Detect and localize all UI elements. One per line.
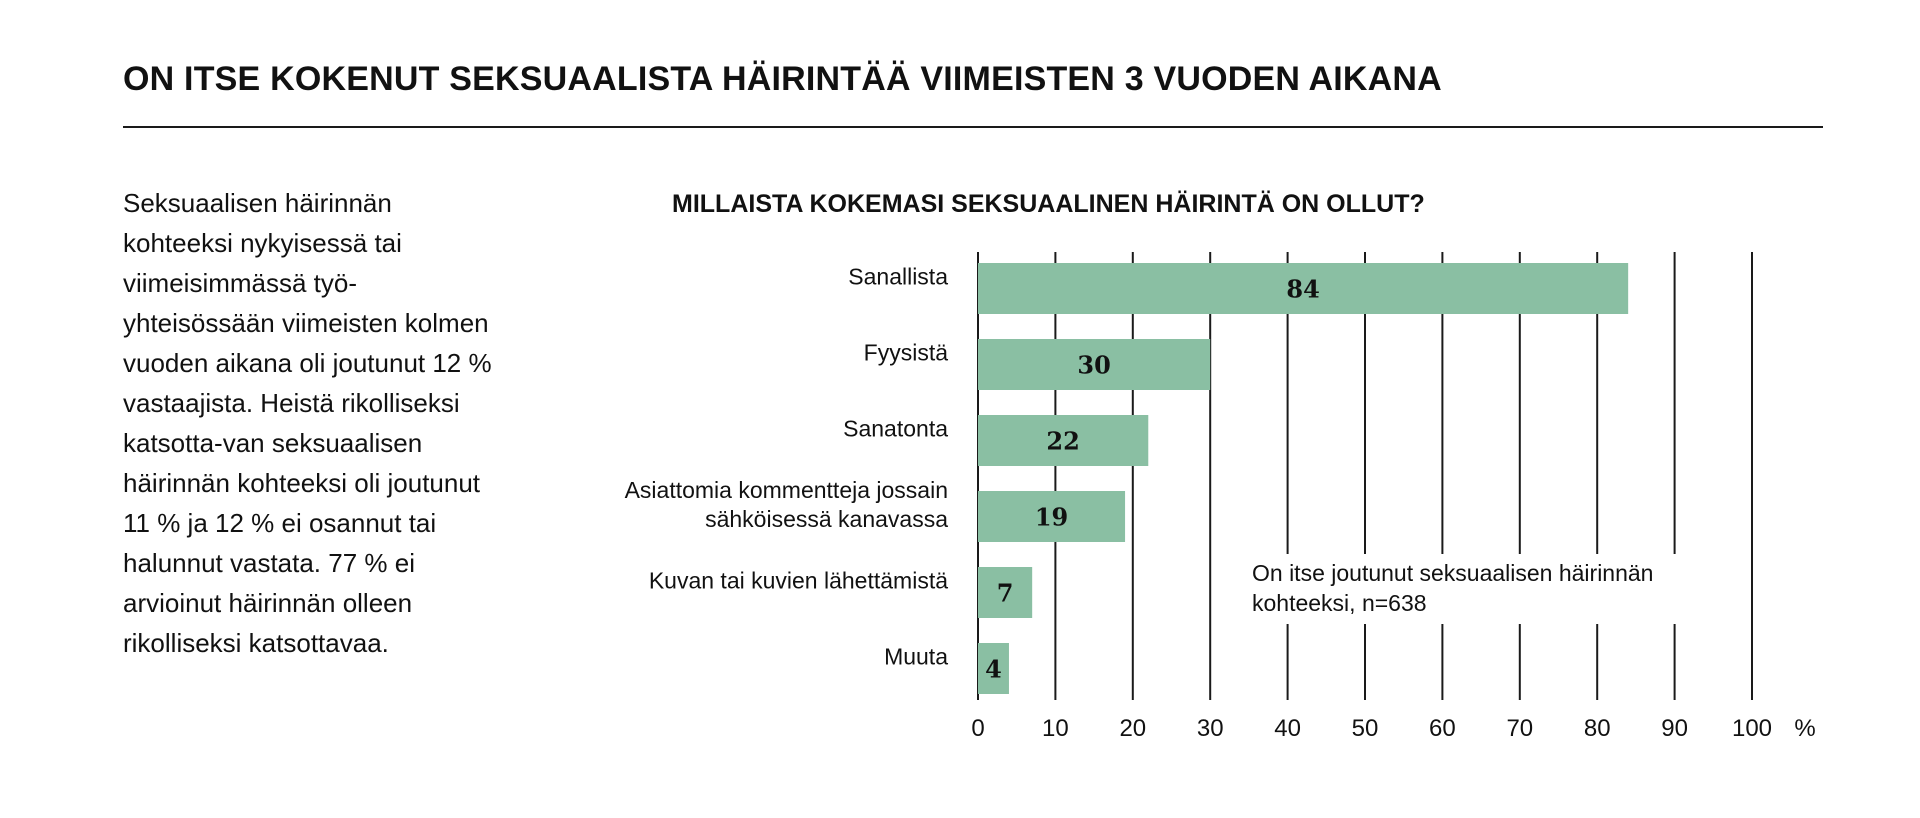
chart-title: MILLAISTA KOKEMASI SEKSUAALINEN HÄIRINTÄ ON OLLUT? [672, 190, 1425, 218]
category-label: Asiattomia kommentteja jossain [624, 477, 948, 503]
data-label: 22 [1046, 426, 1080, 456]
tick-label: 0 [971, 715, 985, 742]
tick-label: 60 [1429, 715, 1456, 742]
tick-label: 50 [1351, 715, 1379, 742]
unit-label: % [1794, 715, 1816, 742]
tick-label: 80 [1583, 715, 1611, 742]
chart-annotation: On itse joutunut seksuaalisen häirinnän kohteeksi, n=638 [1250, 554, 1736, 624]
tick-label: 40 [1274, 715, 1301, 742]
category-label: sähköisessä kanavassa [705, 506, 948, 532]
data-label: 7 [996, 578, 1014, 608]
category-label: Sanallista [848, 263, 948, 290]
category-label: Muuta [884, 643, 948, 670]
tick-label: 10 [1042, 715, 1069, 742]
category-label: Kuvan tai kuvien lähettämistä [648, 567, 948, 594]
tick-label: 100 [1731, 715, 1773, 742]
intro-paragraph: Seksuaalisen häirinnän kohteeksi nykyisessä tai viimeisimmässä työ-yhteisössään viimeisten kolmen vuoden aikana oli joutunut 12 % vastaajista. Heistä rikolliseksi katsotta-van seksuaalisen häirinnän kohteeksi oli joutunut 11 % ja 12 % ei osannut tai halunnut vastata. 77 % ei arvioinut häirinnän olleen rikolliseksi katsottavaa. [123, 188, 492, 658]
page-title: ON ITSE KOKENUT SEKSUAALISTA HÄIRINTÄÄ VIIMEISTEN 3 VUODEN AIKANA [123, 60, 1442, 98]
tick-label: 70 [1506, 715, 1534, 742]
tick-label: 90 [1661, 715, 1688, 742]
category-label: Sanatonta [843, 415, 948, 442]
data-label: 30 [1077, 350, 1111, 380]
data-label: 19 [1034, 502, 1069, 532]
tick-label: 30 [1196, 715, 1224, 742]
data-label: 84 [1286, 274, 1320, 304]
data-label: 4 [985, 654, 1002, 684]
tick-label: 20 [1119, 715, 1147, 742]
category-label: Fyysistä [863, 339, 948, 366]
